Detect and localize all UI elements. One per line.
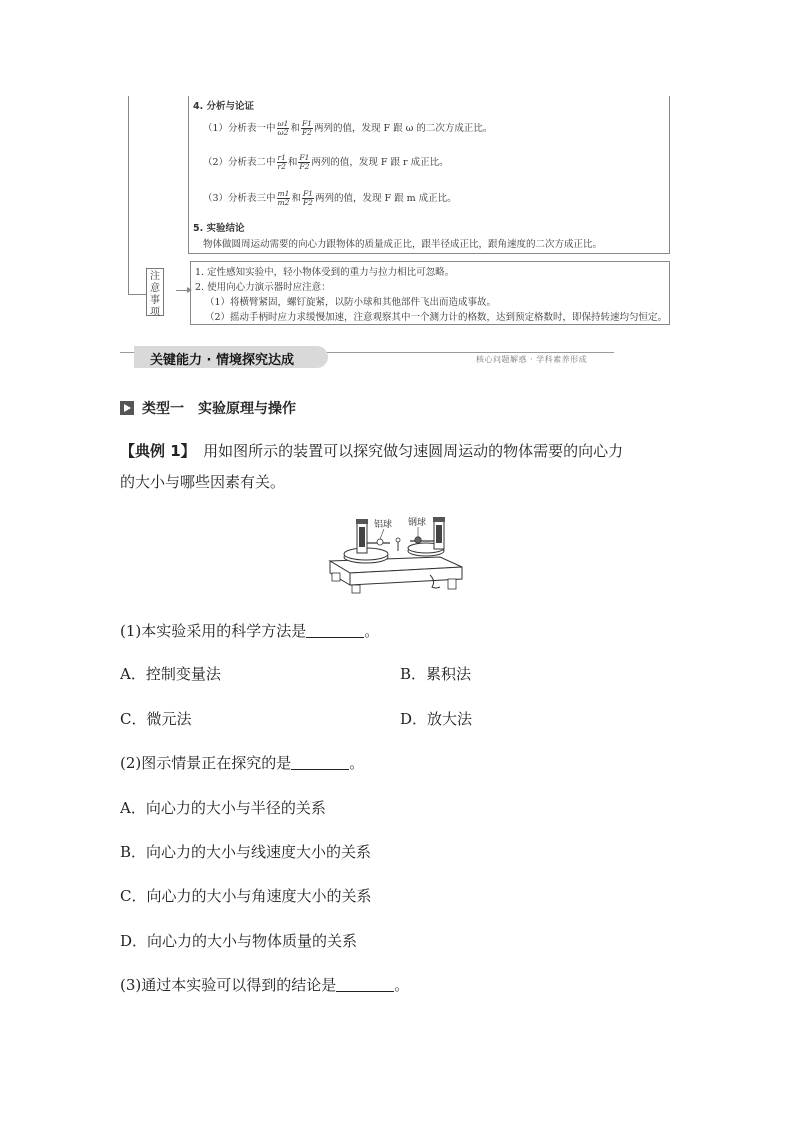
fraction-force: $\frac{F1}{F2}$ (299, 153, 310, 171)
analysis-item-2: （2）分析表二中 $\frac{r1}{r2}$ 和 $\frac{F1}{F2}$ 两列的值，发现 F 跟 r 成正比。 (203, 153, 449, 171)
analysis-item-3: （3）分析表三中 $\frac{m1}{m2}$ 和 $\frac{F1}{F2}$ 两列的值，发现 F 跟 m 成正比。 (203, 189, 457, 207)
q3-answer-blank[interactable] (336, 977, 394, 992)
fraction-force: $\frac{F1}{F2}$ (301, 119, 312, 137)
note-line-1: 1. 定性感知实验中，轻小物体受到的重力与拉力相比可忽略。 (195, 267, 455, 278)
note-line-2: 2. 使用向心力演示器时应注意： (195, 282, 331, 293)
fraction-radius: $\frac{r1}{r2}$ (277, 153, 286, 171)
fraction-force: $\frac{F1}{F2}$ (302, 189, 313, 207)
q2-option-d[interactable]: D．向心力的大小与物体质量的关系 (120, 932, 358, 950)
analysis-box (188, 96, 670, 254)
note-line-4: （2）摇动手柄时应力求缓慢加速，注意观察其中一个测力计的格数，达到预定格数时，即保持转速均匀恒定。 (205, 312, 668, 323)
analysis-heading: 4. 分析与论证 (193, 101, 255, 112)
conclusion-text: 物体做圆周运动需要的向心力跟物体的质量成正比，跟半径成正比，跟角速度的二次方成正比。 (203, 239, 603, 250)
q2-stem: (2)图示情景正在探究的是 。 (120, 754, 365, 772)
example-line-1: 【典例 1】 用如图所示的装置可以探究做匀速圆周运动的物体需要的向心力 (120, 442, 624, 460)
note-line-3: （1）将横臂紧固，螺钉旋紧，以防小球和其他部件飞出而造成事故。 (205, 297, 497, 308)
q1-answer-blank[interactable] (306, 623, 364, 638)
section-title: 关键能力 · 情境探究达成 (150, 353, 294, 368)
type-heading: 类型一 实验原理与操作 (120, 398, 296, 418)
notes-label: 注意事项 (146, 268, 164, 316)
analysis-item-1: （1）分析表一中 $\frac{\omega 1}{\omega 2}$ 和 $\frac{F1}{F2}$ 两列的值，发现 F 跟 ω 的二次方成正比。 (203, 119, 493, 137)
fraction-omega: $\frac{\omega 1}{\omega 2}$ (277, 119, 289, 137)
q2-option-a[interactable]: A．向心力的大小与半径的关系 (120, 799, 326, 817)
notes-box (190, 261, 670, 325)
notes-arrow-icon (176, 290, 190, 291)
q1-option-a[interactable]: A．控制变量法 (120, 665, 221, 683)
label-aluminium-ball: 铝球 (374, 520, 393, 530)
tree-connector-vertical (128, 96, 129, 294)
section-subtitle: 核心问题解惑 · 学科素养形成 (476, 355, 588, 364)
conclusion-heading: 5. 实验结论 (193, 223, 245, 234)
play-triangle-icon (120, 401, 134, 415)
q1-option-b[interactable]: B．累积法 (400, 665, 472, 683)
centripetal-apparatus-figure (322, 513, 470, 601)
q3-stem: (3)通过本实验可以得到的结论是 。 (120, 976, 410, 994)
q1-option-c[interactable]: C．微元法 (120, 710, 192, 728)
example-line-2: 的大小与哪些因素有关。 (120, 473, 286, 491)
label-steel-ball: 钢球 (408, 518, 427, 528)
tree-connector-horizontal (128, 294, 146, 295)
q2-answer-blank[interactable] (291, 755, 349, 770)
q2-option-c[interactable]: C．向心力的大小与角速度大小的关系 (120, 887, 372, 905)
q2-option-b[interactable]: B．向心力的大小与线速度大小的关系 (120, 843, 372, 861)
fraction-mass: $\frac{m1}{m2}$ (277, 189, 290, 207)
example-tag: 【典例 1】 (120, 442, 189, 460)
q1-stem: (1)本实验采用的科学方法是 。 (120, 622, 380, 640)
q1-option-d[interactable]: D．放大法 (400, 710, 473, 728)
